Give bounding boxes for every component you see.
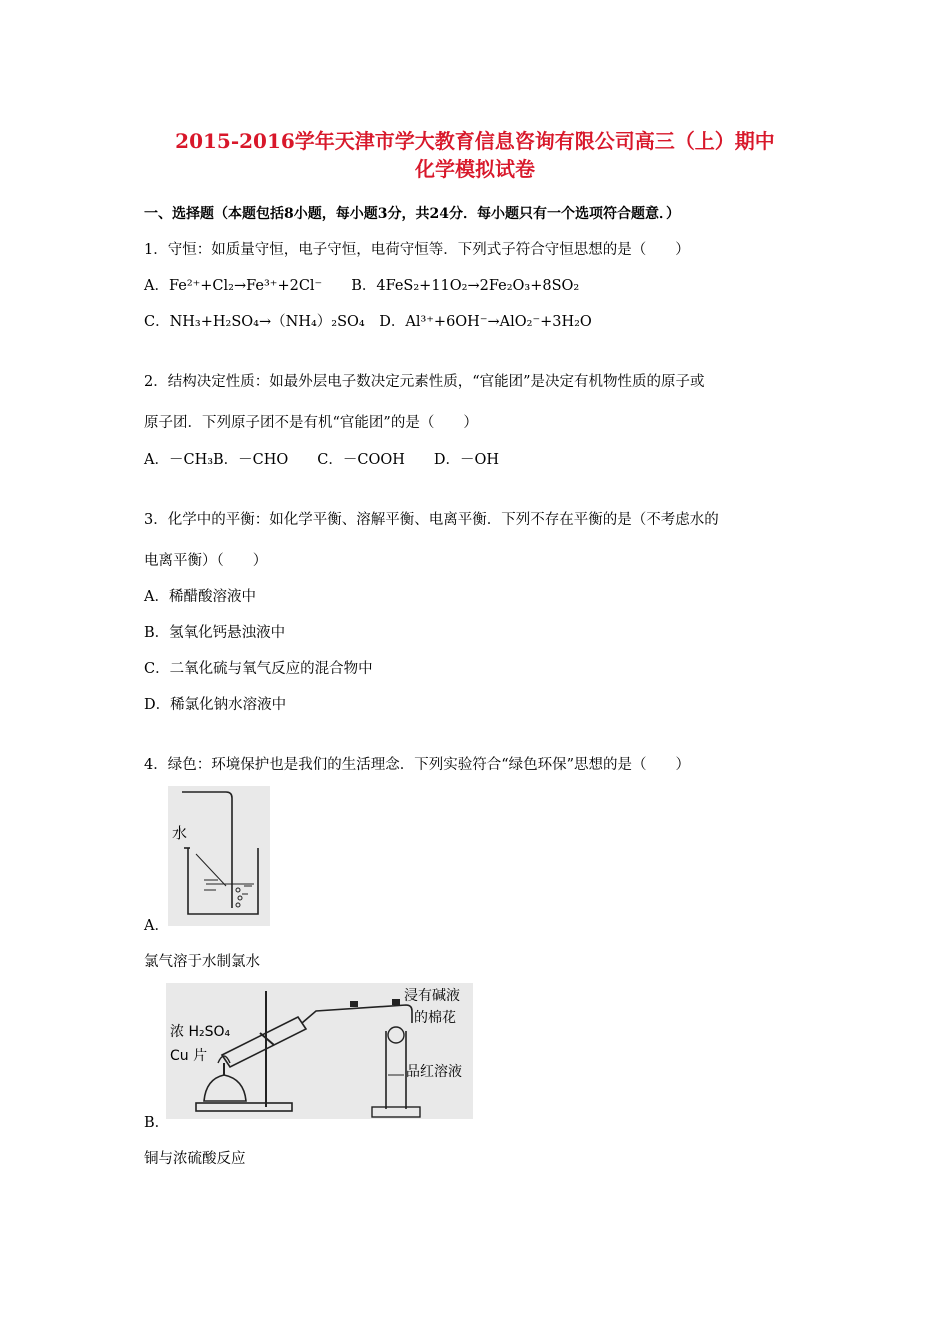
- figure-b-solution-label: 品红溶液: [406, 1064, 462, 1080]
- figure-chlorine-water: [168, 786, 270, 926]
- q2-stem-2: 原子团．下列原子团不是有机“官能团”的是（ ）: [144, 415, 478, 431]
- q1-stem: 1．守恒：如质量守恒，电子守恒，电荷守恒等．下列式子符合守恒思想的是（ ）: [144, 242, 690, 258]
- q4-option-b-letter: B．: [144, 1115, 170, 1131]
- q3-option-a: A．稀醋酸溶液中: [144, 589, 256, 605]
- q4-option-b-caption: 铜与浓硫酸反应: [144, 1151, 246, 1167]
- q4-stem: 4．绿色：环境保护也是我们的生活理念．下列实验符合“绿色环保”思想的是（ ）: [144, 757, 691, 773]
- q1-options-ab: A．Fe²⁺+Cl₂→Fe³⁺+2Cl⁻ B．4FeS₂+11O₂→2Fe₂O₃+8SO₂: [144, 278, 580, 294]
- figure-copper-sulfuric-acid: [166, 983, 473, 1119]
- title-line-2: 化学模拟试卷: [415, 157, 535, 181]
- apparatus-a-drawing: [168, 786, 270, 926]
- q3-option-d: D．稀氯化钠水溶液中: [144, 697, 287, 713]
- q1-options-cd: C．NH₃+H₂SO₄→（NH₄）₂SO₄ D．Al³⁺+6OH⁻→AlO₂⁻+3H₂O: [144, 314, 592, 330]
- q3-option-b: B．氢氧化钙悬浊液中: [144, 625, 286, 641]
- figure-b-cotton-label-2: 的棉花: [414, 1010, 456, 1026]
- title-line-1: 2015-2016学年天津市学大教育信息咨询有限公司高三（上）期中: [175, 129, 775, 153]
- q2-stem-1: 2．结构决定性质：如最外层电子数决定元素性质，“官能团”是决定有机物性质的原子或: [144, 374, 705, 390]
- figure-b-copper-label: Cu 片: [170, 1048, 208, 1064]
- q3-stem-1: 3．化学中的平衡：如化学平衡、溶解平衡、电离平衡．下列不存在平衡的是（不考虑水的: [144, 512, 719, 528]
- figure-b-acid-label: 浓 H₂SO₄: [170, 1024, 231, 1040]
- figure-a-water-label: 水: [172, 824, 188, 842]
- q3-stem-2: 电离平衡）（ ）: [144, 553, 268, 569]
- figure-b-cotton-label-1: 浸有碱液: [404, 988, 460, 1004]
- q3-option-c: C．二氧化硫与氧气反应的混合物中: [144, 661, 373, 677]
- q2-options: A．－CH₃B．－CHO C．－COOH D．－OH: [144, 452, 500, 468]
- q4-option-a-caption: 氯气溶于水制氯水: [144, 954, 260, 970]
- q4-option-a-letter: A．: [144, 918, 169, 934]
- section-heading: 一、选择题（本题包括8小题，每小题3分，共24分．每小题只有一个选项符合题意．）: [144, 206, 680, 222]
